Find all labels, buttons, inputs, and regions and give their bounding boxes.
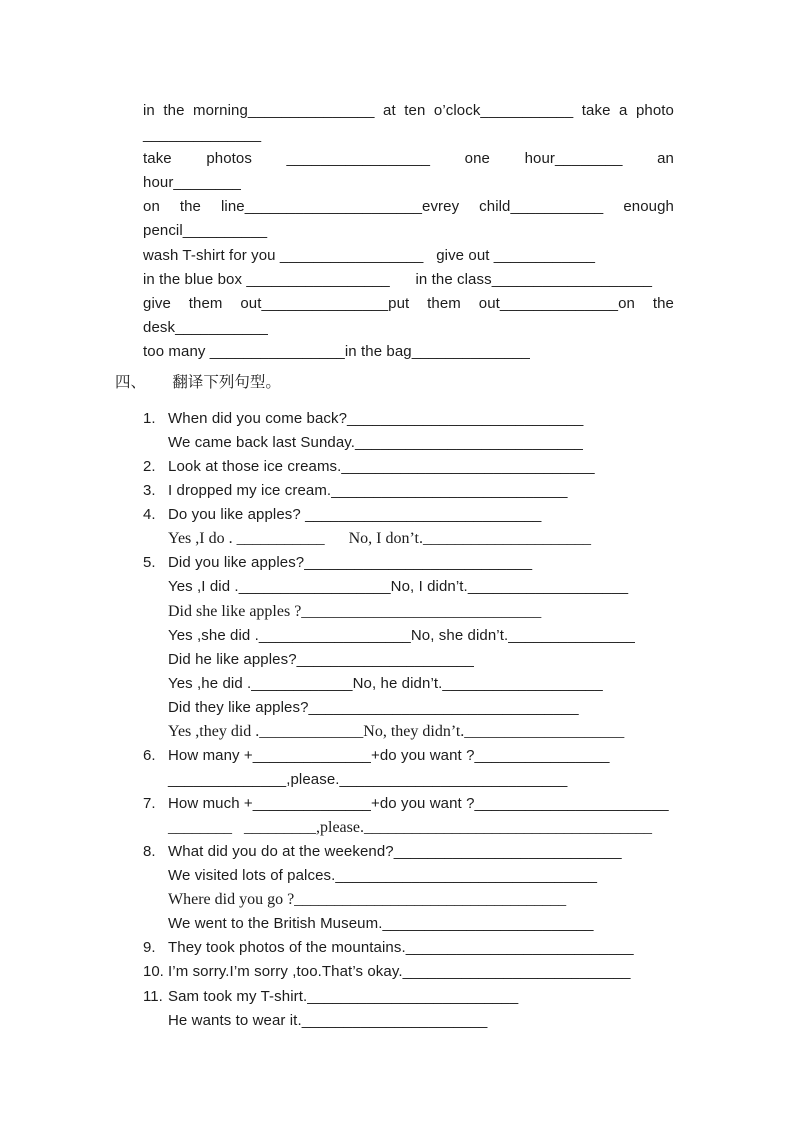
exercise-line bbox=[143, 985, 674, 1009]
exercise-text: ______________,please.___________________________ bbox=[168, 770, 568, 788]
exercise-text: Yes ,he did .____________No, he didn’t.___________________ bbox=[168, 674, 603, 692]
exercise-line bbox=[143, 912, 674, 936]
vocab-line: ______________ bbox=[143, 126, 262, 144]
exercise-line bbox=[143, 624, 674, 648]
item-number bbox=[143, 600, 168, 624]
translation-exercise bbox=[143, 407, 674, 1033]
exercise-line bbox=[143, 840, 674, 864]
item-number: 8. bbox=[143, 843, 156, 861]
item-number bbox=[143, 575, 168, 599]
exercise-text: Yes ,she did .__________________No, she didn’t._______________ bbox=[168, 626, 635, 644]
exercise-text: Look at those ice creams.______________________________ bbox=[168, 458, 595, 476]
exercise-text: Did they like apples?________________________________ bbox=[168, 698, 579, 716]
item-number bbox=[143, 864, 168, 888]
item-number: 6. bbox=[143, 746, 156, 764]
exercise-line bbox=[143, 575, 674, 599]
exercise-line bbox=[143, 527, 674, 551]
exercise-line bbox=[143, 720, 674, 744]
exercise-line bbox=[143, 648, 674, 672]
exercise-text: We visited lots of palces._______________________________ bbox=[168, 867, 598, 885]
exercise-text: How many +______________+do you want ?________________ bbox=[168, 746, 610, 764]
vocab-line: on the line_____________________evrey child___________ enough bbox=[143, 198, 674, 216]
vocab-line: take photos _________________ one hour________ an bbox=[143, 150, 674, 168]
item-number bbox=[143, 816, 168, 840]
exercise-line bbox=[143, 696, 674, 720]
exercise-line bbox=[143, 816, 674, 840]
item-number: 7. bbox=[143, 795, 156, 813]
exercise-text: How much +______________+do you want ?_______________________ bbox=[168, 795, 669, 813]
exercise-line bbox=[143, 744, 674, 768]
exercise-text: Did she like apples ?______________________________ bbox=[168, 602, 542, 620]
exercise-text: ________ _________,please.____________________________________ bbox=[168, 819, 652, 837]
item-number: 5. bbox=[143, 554, 156, 572]
exercise-line bbox=[143, 455, 674, 479]
vocab-line: hour________ bbox=[143, 174, 241, 192]
exercise-line bbox=[143, 888, 674, 912]
vocab-line: in the morning_______________ at ten o’clock___________ take a photo bbox=[143, 102, 674, 119]
item-number bbox=[143, 624, 168, 648]
vocab-line: in the blue box _________________ in the class___________________ bbox=[143, 270, 653, 288]
exercise-text: I dropped my ice cream.____________________________ bbox=[168, 482, 568, 500]
exercise-text: Did you like apples?___________________________ bbox=[168, 554, 533, 572]
exercise-text: I’m sorry.I’m sorry ,too.That’s okay.___________________________ bbox=[168, 963, 631, 981]
exercise-line bbox=[143, 503, 674, 527]
exercise-text: We came back last Sunday.___________________________ bbox=[168, 434, 583, 452]
exercise-line bbox=[143, 551, 674, 575]
vocab-line: give them out_______________put them out______________on the bbox=[143, 294, 674, 312]
exercise-text: Sam took my T-shirt._________________________ bbox=[168, 987, 519, 1005]
exercise-text: Yes ,they did ._____________No, they didn’t.____________________ bbox=[168, 722, 625, 740]
item-number bbox=[143, 431, 168, 455]
item-number: 9. bbox=[143, 939, 156, 957]
exercise-text: We went to the British Museum._________________________ bbox=[168, 915, 594, 933]
exercise-line bbox=[143, 960, 674, 984]
item-number bbox=[143, 696, 168, 720]
item-number bbox=[143, 888, 168, 912]
item-number: 2. bbox=[143, 458, 156, 476]
page-content bbox=[115, 99, 674, 1033]
section-number: 四、 bbox=[115, 374, 147, 392]
exercise-text: When did you come back?____________________________ bbox=[168, 410, 584, 428]
exercise-text: He wants to wear it.______________________ bbox=[168, 1011, 488, 1029]
exercise-line bbox=[143, 479, 674, 503]
item-number: 1. bbox=[143, 410, 156, 428]
exercise-text: Did he like apples?_____________________ bbox=[168, 650, 474, 668]
section-title: 翻译下列句型。 bbox=[172, 374, 281, 392]
exercise-line bbox=[143, 792, 674, 816]
exercise-text: Yes ,I did .__________________No, I didn’t.___________________ bbox=[168, 578, 629, 596]
exercise-text: Do you like apples? ____________________________ bbox=[168, 506, 542, 524]
item-number bbox=[143, 912, 168, 936]
exercise-text: They took photos of the mountains.___________________________ bbox=[168, 939, 634, 957]
item-number: 10. bbox=[143, 963, 164, 981]
vocab-line: desk___________ bbox=[143, 318, 268, 336]
item-number: 4. bbox=[143, 506, 156, 524]
item-number bbox=[143, 672, 168, 696]
item-number bbox=[143, 527, 168, 551]
exercise-line bbox=[143, 600, 674, 624]
vocab-line: wash T-shirt for you _________________ give out ____________ bbox=[143, 246, 596, 264]
exercise-line bbox=[143, 936, 674, 960]
exercise-text: Yes ,I do . ___________ No, I don’t._____________________ bbox=[168, 530, 591, 548]
exercise-line bbox=[143, 864, 674, 888]
item-number bbox=[143, 648, 168, 672]
section-header bbox=[115, 371, 674, 395]
exercise-line bbox=[143, 407, 674, 431]
item-number bbox=[143, 768, 168, 792]
item-number: 3. bbox=[143, 482, 156, 500]
exercise-text: Where did you go ?__________________________________ bbox=[168, 891, 567, 909]
vocab-section bbox=[143, 99, 674, 364]
exercise-line bbox=[143, 1009, 674, 1033]
item-number bbox=[143, 1009, 168, 1033]
exercise-text: What did you do at the weekend?___________________________ bbox=[168, 843, 622, 861]
exercise-line bbox=[143, 431, 674, 455]
vocab-line: too many ________________in the bag______________ bbox=[143, 342, 530, 360]
item-number: 11. bbox=[143, 987, 163, 1005]
exercise-line bbox=[143, 672, 674, 696]
exercise-line bbox=[143, 768, 674, 792]
item-number bbox=[143, 720, 168, 744]
vocab-line: pencil__________ bbox=[143, 222, 268, 240]
